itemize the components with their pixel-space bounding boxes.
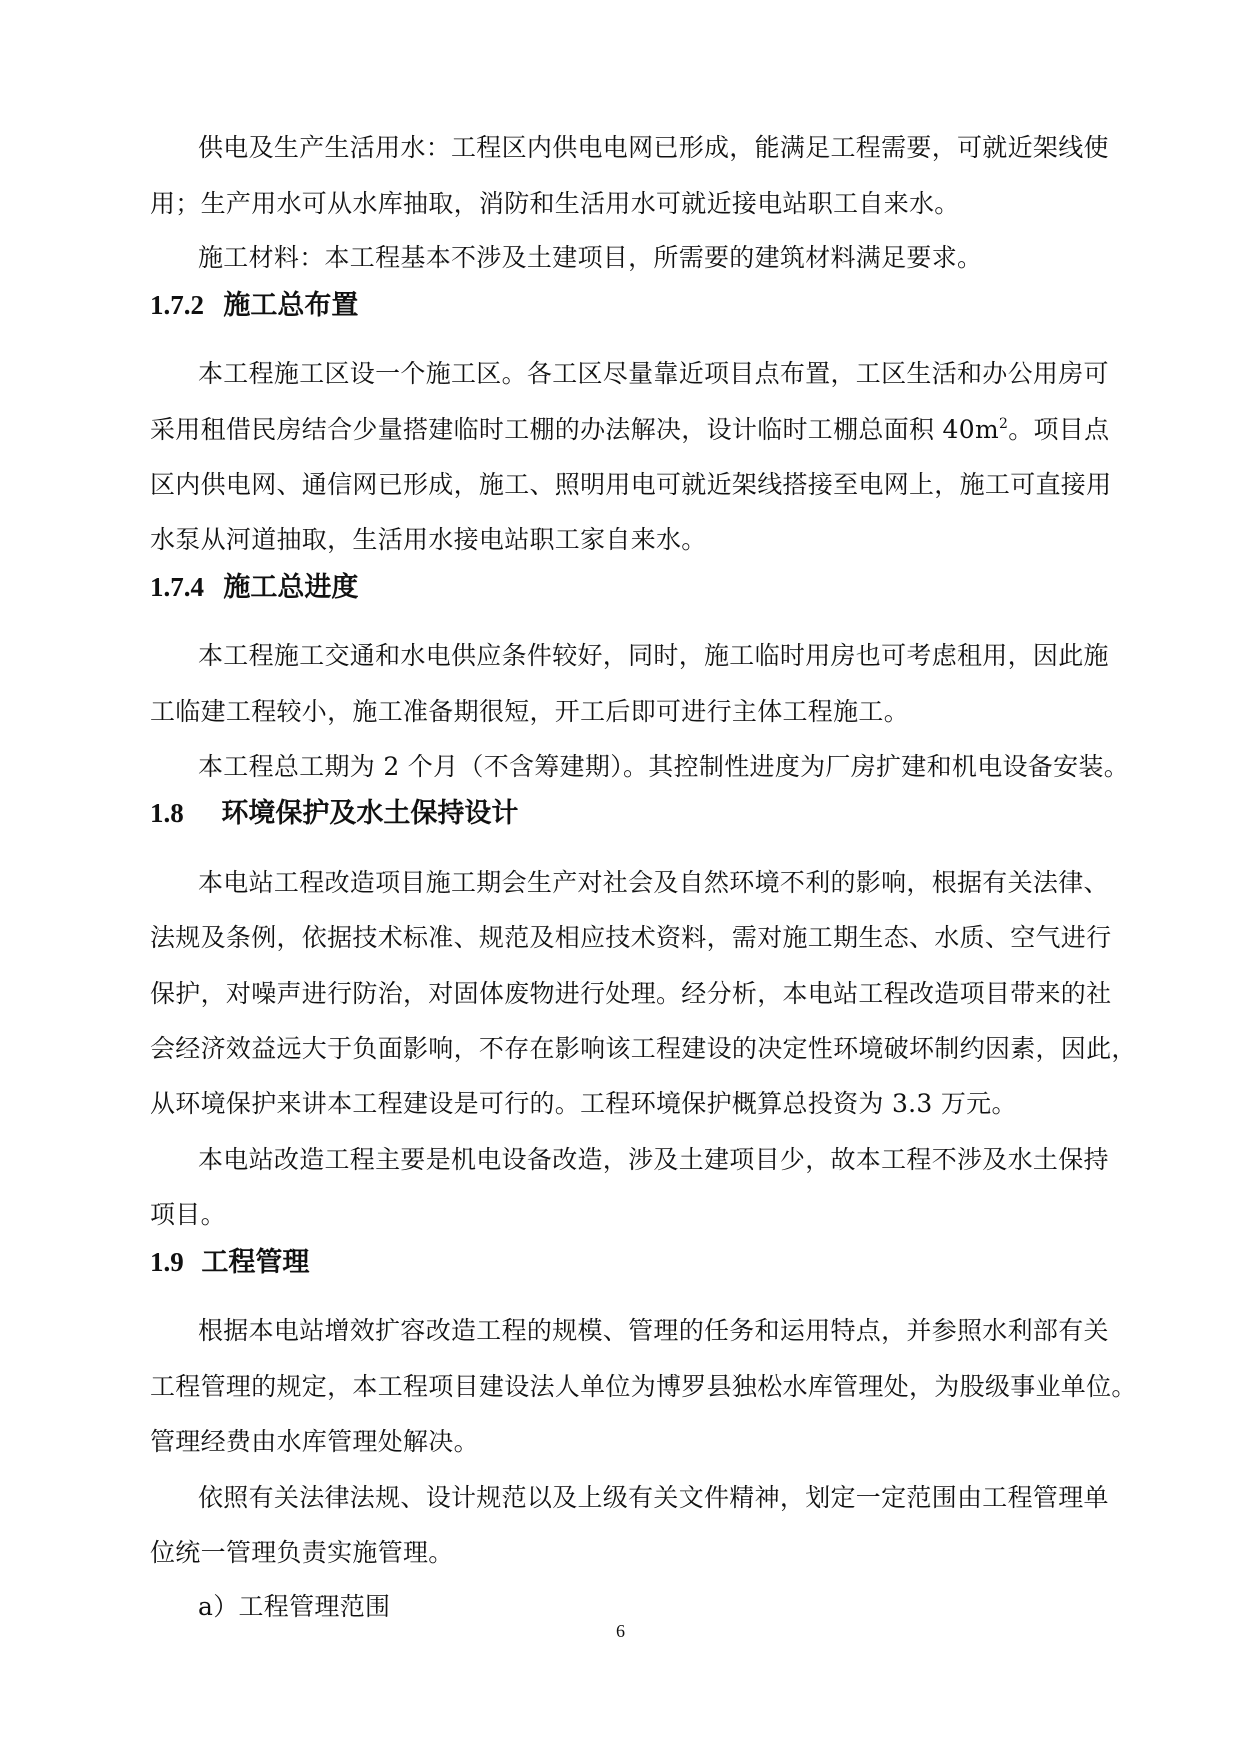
page-number: 6	[616, 1621, 625, 1641]
paragraph-line: 从环境保护来讲本工程建设是可行的。工程环境保护概算总投资为 3.3 万元。	[150, 1089, 1017, 1118]
line-text: 采用租借民房结合少量搭建临时工棚的办法解决，设计临时工棚总面积 40m	[150, 415, 999, 444]
section-number: 1.9	[150, 1247, 184, 1277]
section-title: 施工总布置	[223, 290, 359, 321]
section-number: 1.8	[150, 798, 184, 828]
section-number: 1.7.4	[150, 572, 204, 602]
paragraph-line	[150, 415, 1110, 445]
paragraph-line: 供电及生产生活用水：工程区内供电电网已形成，能满足工程需要，可就近架线使	[198, 133, 1109, 162]
section-title: 施工总进度	[223, 572, 359, 603]
paragraph-line: 本电站改造工程主要是机电设备改造，涉及土建项目少，故本工程不涉及水土保持	[198, 1145, 1109, 1174]
paragraph-line: 管理经费由水库管理处解决。	[150, 1427, 479, 1456]
line-text: 。项目点	[1008, 415, 1110, 444]
paragraph-line: 本电站工程改造项目施工期会生产对社会及自然环境不利的影响，根据有关法律、	[198, 868, 1109, 897]
section-heading	[150, 1245, 309, 1280]
paragraph-line: 保护，对噪声进行防治，对固体废物进行处理。经分析，本电站工程改造项目带来的社	[150, 979, 1112, 1008]
section-title: 工程管理	[201, 1247, 310, 1278]
section-heading	[150, 288, 358, 323]
paragraph-line: 根据本电站增效扩容改造工程的规模、管理的任务和运用特点，并参照水利部有关	[198, 1316, 1109, 1345]
superscript: 2	[998, 416, 1009, 432]
paragraph-line: 工程管理的规定，本工程项目建设法人单位为博罗县独松水库管理处，为股级事业单位。	[150, 1372, 1137, 1401]
paragraph-line: 会经济效益远大于负面影响，不存在影响该工程建设的决定性环境破坏制约因素，因此，	[150, 1034, 1137, 1063]
paragraph-line: 用；生产用水可从水库抽取，消防和生活用水可就近接电站职工自来水。	[150, 189, 960, 218]
paragraph-line: 区内供电网、通信网已形成，施工、照明用电可就近架线搭接至电网上，施工可直接用	[150, 470, 1112, 499]
paragraph-line: 工临建工程较小，施工准备期很短，开工后即可进行主体工程施工。	[150, 697, 910, 726]
paragraph-line: 施工材料：本工程基本不涉及土建项目，所需要的建筑材料满足要求。	[198, 243, 983, 272]
paragraph-line: a）工程管理范围	[198, 1592, 391, 1621]
paragraph-line: 本工程总工期为 2 个月（不含筹建期）。其控制性进度为厂房扩建和机电设备安装。	[198, 752, 1130, 781]
paragraph-line: 项目。	[150, 1200, 226, 1229]
paragraph-line: 位统一管理负责实施管理。	[150, 1538, 454, 1567]
section-heading	[150, 570, 358, 605]
section-heading	[150, 796, 518, 831]
section-number: 1.7.2	[150, 290, 204, 320]
paragraph-line: 依照有关法律法规、设计规范以及上级有关文件精神，划定一定范围由工程管理单	[198, 1483, 1109, 1512]
paragraph-line: 法规及条例，依据技术标准、规范及相应技术资料，需对施工期生态、水质、空气进行	[150, 923, 1112, 952]
paragraph-line: 水泵从河道抽取，生活用水接电站职工家自来水。	[150, 525, 707, 554]
section-title: 环境保护及水土保持设计	[221, 798, 519, 829]
paragraph-line: 本工程施工区设一个施工区。各工区尽量靠近项目点布置，工区生活和办公用房可	[198, 359, 1109, 388]
paragraph-line: 本工程施工交通和水电供应条件较好，同时，施工临时用房也可考虑租用，因此施	[198, 641, 1109, 670]
